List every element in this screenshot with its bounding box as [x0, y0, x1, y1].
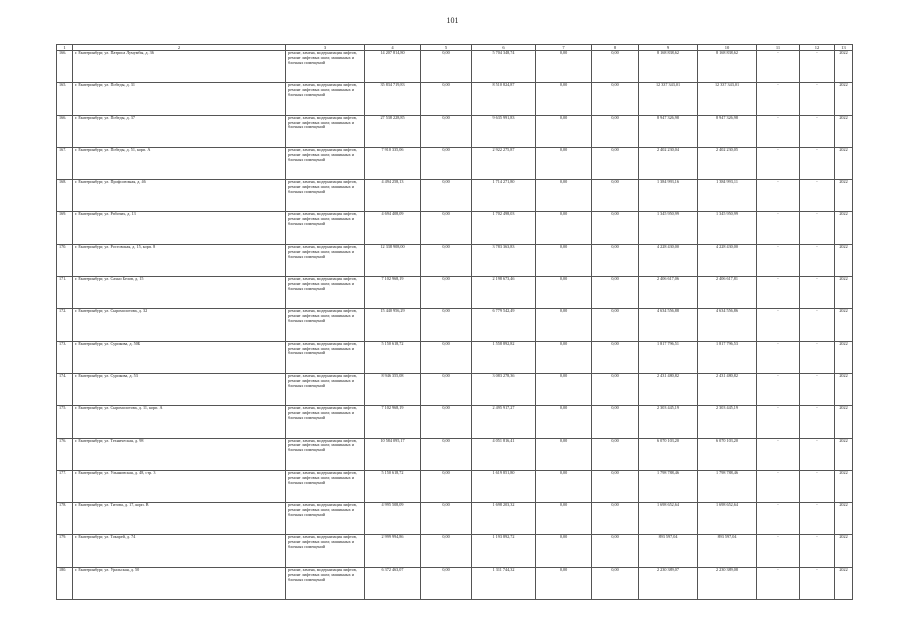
cell-col-9: 2 431 480,82: [639, 373, 698, 405]
cell-col-10: 1 345 950,99: [698, 212, 757, 244]
cell-address: г. Екатеринбург, ул. Победы, д. 31: [73, 83, 286, 115]
table-row: [57, 51, 853, 83]
cell-year: 2022: [835, 535, 853, 567]
cell-col-5: 0,00: [421, 567, 472, 599]
cell-col-6: 4 051 816,41: [472, 438, 536, 470]
cell-col-5: 0,00: [421, 535, 472, 567]
cell-total-cost: 12 338 908,00: [365, 244, 421, 276]
column-number-11: 11: [757, 45, 800, 51]
cell-row-number: 166.: [57, 115, 73, 147]
cell-col-11: -: [757, 406, 800, 438]
cell-col-8: 0,00: [592, 341, 639, 373]
cell-work-type: ремонт, замена, модернизация лифтов, ремонт лифтовых шахт, машинных и блочных помещений: [286, 406, 365, 438]
table-row: [57, 147, 853, 179]
cell-col-9: 1 817 796,51: [639, 341, 698, 373]
column-number-1: 1: [57, 45, 73, 51]
cell-col-5: 0,00: [421, 147, 472, 179]
cell-row-number: 169.: [57, 212, 73, 244]
cell-col-9: 2 406 617,06: [639, 277, 698, 309]
cell-col-9: 1 798 788,46: [639, 470, 698, 502]
cell-address: г. Екатеринбург, ул. Победы, д. 37: [73, 115, 286, 147]
cell-col-7: 0,00: [536, 567, 592, 599]
cell-col-10: 1 384 993,11: [698, 180, 757, 212]
cell-year: 2022: [835, 51, 853, 83]
cell-work-type: ремонт, замена, модернизация лифтов, ремонт лифтовых шахт, машинных и блочных помещений: [286, 115, 365, 147]
table-row: [57, 277, 853, 309]
cell-address: г. Екатеринбург, ул. Титова, д. 17, корп. В: [73, 503, 286, 535]
cell-col-11: -: [757, 212, 800, 244]
cell-row-number: 171.: [57, 277, 73, 309]
table-row: [57, 341, 853, 373]
cell-col-8: 0,00: [592, 244, 639, 276]
cell-col-6: 6 779 542,49: [472, 309, 536, 341]
cell-year: 2022: [835, 147, 853, 179]
cell-col-11: -: [757, 438, 800, 470]
cell-col-10: 1 698 652,64: [698, 503, 757, 535]
cell-total-cost: 7 102 968,19: [365, 277, 421, 309]
cell-col-7: 0,00: [536, 341, 592, 373]
cell-year: 2022: [835, 277, 853, 309]
cell-work-type: ремонт, замена, модернизация лифтов, ремонт лифтовых шахт, машинных и блочных помещений: [286, 277, 365, 309]
cell-col-5: 0,00: [421, 212, 472, 244]
cell-year: 2022: [835, 212, 853, 244]
cell-row-number: 178.: [57, 503, 73, 535]
cell-col-8: 0,00: [592, 503, 639, 535]
table-row: [57, 115, 853, 147]
cell-col-12: -: [800, 147, 835, 179]
column-number-8: 8: [592, 45, 639, 51]
cell-col-5: 0,00: [421, 373, 472, 405]
cell-col-9: 4 228 430,00: [639, 244, 698, 276]
cell-col-5: 0,00: [421, 309, 472, 341]
cell-col-12: -: [800, 535, 835, 567]
cell-col-11: -: [757, 147, 800, 179]
cell-col-10: 1 798 788,46: [698, 470, 757, 502]
cell-col-7: 0,00: [536, 277, 592, 309]
cell-col-7: 0,00: [536, 406, 592, 438]
cell-col-10: 8 168 838,62: [698, 51, 757, 83]
cell-year: 2022: [835, 567, 853, 599]
cell-col-6: 1 714 271,80: [472, 180, 536, 212]
cell-col-11: -: [757, 115, 800, 147]
cell-total-cost: 5 150 618,72: [365, 470, 421, 502]
cell-col-6: 2 495 917,27: [472, 406, 536, 438]
cell-total-cost: 14 207 814,80: [365, 51, 421, 83]
cell-col-8: 0,00: [592, 115, 639, 147]
cell-total-cost: 7 102 968,19: [365, 406, 421, 438]
table-row: [57, 567, 853, 599]
cell-col-6: 8 510 824,87: [472, 83, 536, 115]
cell-col-6: 5 704 348,74: [472, 51, 536, 83]
cell-col-8: 0,00: [592, 180, 639, 212]
cell-col-8: 0,00: [592, 212, 639, 244]
cell-col-10: 8 947 326,98: [698, 115, 757, 147]
column-number-12: 12: [800, 45, 835, 51]
table-row: [57, 406, 853, 438]
cell-col-11: -: [757, 244, 800, 276]
cell-col-6: 2 922 275,87: [472, 147, 536, 179]
cell-col-7: 0,00: [536, 535, 592, 567]
cell-col-9: 8 168 838,62: [639, 51, 698, 83]
cell-row-number: 172.: [57, 309, 73, 341]
cell-row-number: 173.: [57, 341, 73, 373]
cell-col-12: -: [800, 438, 835, 470]
cell-col-11: -: [757, 309, 800, 341]
cell-col-10: 893 597,04: [698, 535, 757, 567]
cell-col-6: 1 698 203,32: [472, 503, 536, 535]
cell-total-cost: 2 999 994,86: [365, 535, 421, 567]
cell-col-10: 2 431 480,82: [698, 373, 757, 405]
cell-col-10: 2 406 617,81: [698, 277, 757, 309]
cell-work-type: ремонт, замена, модернизация лифтов, ремонт лифтовых шахт, машинных и блочных помещений: [286, 567, 365, 599]
cell-total-cost: 6 372 463,07: [365, 567, 421, 599]
cell-address: г. Екатеринбург, ул. Сыромолотова, д. 11, корп. А: [73, 406, 286, 438]
cell-col-7: 0,00: [536, 212, 592, 244]
cell-year: 2022: [835, 115, 853, 147]
cell-col-8: 0,00: [592, 277, 639, 309]
cell-col-6: 3 783 363,83: [472, 244, 536, 276]
table-row: [57, 470, 853, 502]
cell-col-6: 2 198 673,46: [472, 277, 536, 309]
cell-col-12: -: [800, 503, 835, 535]
cell-work-type: ремонт, замена, модернизация лифтов, ремонт лифтовых шахт, машинных и блочных помещений: [286, 438, 365, 470]
cell-work-type: ремонт, замена, модернизация лифтов, ремонт лифтовых шахт, машинных и блочных помещений: [286, 51, 365, 83]
cell-total-cost: 35 834 719,83: [365, 83, 421, 115]
cell-col-11: -: [757, 503, 800, 535]
cell-col-5: 0,00: [421, 470, 472, 502]
table-row: [57, 503, 853, 535]
cell-work-type: ремонт, замена, модернизация лифтов, ремонт лифтовых шахт, машинных и блочных помещений: [286, 180, 365, 212]
cell-address: г. Екатеринбург, ул. Рабочих, д. 13: [73, 212, 286, 244]
cell-col-5: 0,00: [421, 180, 472, 212]
cell-work-type: ремонт, замена, модернизация лифтов, ремонт лифтовых шахт, машинных и блочных помещений: [286, 83, 365, 115]
cell-col-8: 0,00: [592, 83, 639, 115]
cell-col-12: -: [800, 567, 835, 599]
cell-col-9: 4 634 556,88: [639, 309, 698, 341]
cell-col-6: 1 702 498,03: [472, 212, 536, 244]
column-number-9: 9: [639, 45, 698, 51]
cell-total-cost: 27 538 228,85: [365, 115, 421, 147]
cell-address: г. Екатеринбург, ул. Ростовская, д. 15, корп. 8: [73, 244, 286, 276]
cell-row-number: 176.: [57, 438, 73, 470]
cell-col-12: -: [800, 406, 835, 438]
cell-col-7: 0,00: [536, 503, 592, 535]
cell-col-12: -: [800, 244, 835, 276]
cell-col-6: 3 083 278,36: [472, 373, 536, 405]
cell-total-cost: 7 910 335,06: [365, 147, 421, 179]
cell-col-6: 1 311 744,32: [472, 567, 536, 599]
cell-col-5: 0,00: [421, 115, 472, 147]
cell-col-8: 0,00: [592, 535, 639, 567]
cell-col-10: 2 230 389,08: [698, 567, 757, 599]
cell-year: 2022: [835, 341, 853, 373]
cell-row-number: 170.: [57, 244, 73, 276]
cell-col-8: 0,00: [592, 147, 639, 179]
cell-col-5: 0,00: [421, 341, 472, 373]
cell-col-5: 0,00: [421, 406, 472, 438]
table-row: [57, 309, 853, 341]
cell-col-12: -: [800, 373, 835, 405]
table-body: [57, 51, 853, 600]
cell-col-8: 0,00: [592, 567, 639, 599]
cell-year: 2022: [835, 244, 853, 276]
cell-col-7: 0,00: [536, 180, 592, 212]
table-row: [57, 180, 853, 212]
cell-col-5: 0,00: [421, 438, 472, 470]
cell-work-type: ремонт, замена, модернизация лифтов, ремонт лифтовых шахт, машинных и блочных помещений: [286, 503, 365, 535]
cell-address: г. Екатеринбург, ул. Сурикова, д. 53: [73, 373, 286, 405]
cell-col-8: 0,00: [592, 406, 639, 438]
cell-col-5: 0,00: [421, 51, 472, 83]
column-number-13: 13: [835, 45, 853, 51]
cell-col-5: 0,00: [421, 277, 472, 309]
cell-year: 2022: [835, 83, 853, 115]
cell-address: г. Екатеринбург, ул. Сурикова, д. 50Б: [73, 341, 286, 373]
cell-col-9: 2 402 230,04: [639, 147, 698, 179]
cell-col-5: 0,00: [421, 244, 472, 276]
cell-col-12: -: [800, 309, 835, 341]
cell-total-cost: 8 946 355,08: [365, 373, 421, 405]
cell-year: 2022: [835, 470, 853, 502]
cell-col-5: 0,00: [421, 503, 472, 535]
cell-total-cost: 10 584 095,17: [365, 438, 421, 470]
cell-work-type: ремонт, замена, модернизация лифтов, ремонт лифтовых шахт, машинных и блочных помещений: [286, 341, 365, 373]
cell-row-number: 180.: [57, 567, 73, 599]
cell-col-11: -: [757, 83, 800, 115]
cell-address: г. Екатеринбург, ул. Патриса Лумумбы, д. 36: [73, 51, 286, 83]
cell-year: 2022: [835, 309, 853, 341]
cell-address: г. Екатеринбург, ул. Токарей, д. 74: [73, 535, 286, 567]
column-number-10: 10: [698, 45, 757, 51]
cell-address: г. Екатеринбург, ул. Победы, д. 51, корп. А: [73, 147, 286, 179]
cell-col-11: -: [757, 470, 800, 502]
cell-col-12: -: [800, 277, 835, 309]
cell-col-12: -: [800, 180, 835, 212]
table-row: [57, 438, 853, 470]
cell-col-9: 2 230 389,07: [639, 567, 698, 599]
cell-col-8: 0,00: [592, 51, 639, 83]
cell-col-12: -: [800, 212, 835, 244]
cell-col-11: -: [757, 373, 800, 405]
cell-address: г. Екатеринбург, ул. Ульяновская, д. 48, стр. 3: [73, 470, 286, 502]
page-number: 101: [446, 16, 459, 25]
cell-row-number: 166.: [57, 51, 73, 83]
cell-address: г. Екатеринбург, ул. Уральская, д. 50: [73, 567, 286, 599]
cell-col-6: 1 619 851,80: [472, 470, 536, 502]
cell-row-number: 165.: [57, 83, 73, 115]
cell-col-9: 1 384 993,16: [639, 180, 698, 212]
cell-year: 2022: [835, 180, 853, 212]
table-row: [57, 373, 853, 405]
cell-address: г. Екатеринбург, ул. Техническая, д. 98: [73, 438, 286, 470]
cell-work-type: ремонт, замена, модернизация лифтов, ремонт лифтовых шахт, машинных и блочных помещений: [286, 244, 365, 276]
cell-col-7: 0,00: [536, 244, 592, 276]
cell-col-12: -: [800, 115, 835, 147]
cell-year: 2022: [835, 503, 853, 535]
cell-col-11: -: [757, 180, 800, 212]
cell-col-9: 6 070 103,20: [639, 438, 698, 470]
cell-col-6: 1 558 892,82: [472, 341, 536, 373]
cell-col-12: -: [800, 83, 835, 115]
cell-total-cost: 4 494 258,13: [365, 180, 421, 212]
cell-row-number: 174.: [57, 373, 73, 405]
table-row: [57, 83, 853, 115]
cell-col-10: 12 337 343,01: [698, 83, 757, 115]
cell-work-type: ремонт, замена, модернизация лифтов, ремонт лифтовых шахт, машинных и блочных помещений: [286, 470, 365, 502]
cell-year: 2022: [835, 406, 853, 438]
cell-total-cost: 4 694 408,09: [365, 212, 421, 244]
cell-total-cost: 15 440 956,29: [365, 309, 421, 341]
cell-address: г. Екатеринбург, ул. Сахно Белов, д. 15: [73, 277, 286, 309]
cell-year: 2022: [835, 438, 853, 470]
cell-col-5: 0,00: [421, 83, 472, 115]
cell-col-9: 1 345 950,99: [639, 212, 698, 244]
cell-col-10: 6 070 103,20: [698, 438, 757, 470]
column-number-6: 6: [472, 45, 536, 51]
cell-col-7: 0,00: [536, 115, 592, 147]
cell-col-7: 0,00: [536, 373, 592, 405]
cell-col-11: -: [757, 567, 800, 599]
cell-col-7: 0,00: [536, 83, 592, 115]
cell-address: г. Екатеринбург, ул. Сыромолотова, д. 32: [73, 309, 286, 341]
cell-total-cost: 5 150 618,72: [365, 341, 421, 373]
cell-col-10: 2 303 445,19: [698, 406, 757, 438]
column-number-7: 7: [536, 45, 592, 51]
cell-col-6: 1 193 892,72: [472, 535, 536, 567]
cell-col-10: 2 402 230,05: [698, 147, 757, 179]
cell-col-10: 4 228 430,00: [698, 244, 757, 276]
table-row: [57, 535, 853, 567]
cell-col-12: -: [800, 51, 835, 83]
cell-col-10: 1 817 796,53: [698, 341, 757, 373]
cell-col-8: 0,00: [592, 309, 639, 341]
cell-row-number: 175.: [57, 406, 73, 438]
cell-col-9: 12 337 343,01: [639, 83, 698, 115]
column-number-4: 4: [365, 45, 421, 51]
cell-col-8: 0,00: [592, 470, 639, 502]
cell-col-9: 893 597,04: [639, 535, 698, 567]
cell-col-11: -: [757, 341, 800, 373]
cell-col-7: 0,00: [536, 309, 592, 341]
cell-col-7: 0,00: [536, 470, 592, 502]
table-row: [57, 244, 853, 276]
cell-col-12: -: [800, 470, 835, 502]
column-number-5: 5: [421, 45, 472, 51]
cell-col-7: 0,00: [536, 438, 592, 470]
cell-total-cost: 4 995 508,09: [365, 503, 421, 535]
cell-col-11: -: [757, 535, 800, 567]
cell-row-number: 168.: [57, 180, 73, 212]
cell-col-9: 8 947 326,98: [639, 115, 698, 147]
cell-row-number: 177.: [57, 470, 73, 502]
cell-row-number: 179.: [57, 535, 73, 567]
cell-work-type: ремонт, замена, модернизация лифтов, ремонт лифтовых шахт, машинных и блочных помещений: [286, 535, 365, 567]
cell-col-9: 1 698 652,64: [639, 503, 698, 535]
cell-col-7: 0,00: [536, 147, 592, 179]
cell-col-11: -: [757, 51, 800, 83]
cell-col-8: 0,00: [592, 438, 639, 470]
cell-work-type: ремонт, замена, модернизация лифтов, ремонт лифтовых шахт, машинных и блочных помещений: [286, 373, 365, 405]
cell-work-type: ремонт, замена, модернизация лифтов, ремонт лифтовых шахт, машинных и блочных помещений: [286, 212, 365, 244]
cell-address: г. Екатеринбург, ул. Профсоюзная, д. 46: [73, 180, 286, 212]
table-row: [57, 212, 853, 244]
cell-col-9: 2 303 445,19: [639, 406, 698, 438]
cell-col-10: 4 634 556,86: [698, 309, 757, 341]
column-number-2: 2: [73, 45, 286, 51]
register-table: [56, 44, 853, 600]
cell-col-7: 0,00: [536, 51, 592, 83]
cell-col-8: 0,00: [592, 373, 639, 405]
cell-col-6: 9 635 991,83: [472, 115, 536, 147]
cell-work-type: ремонт, замена, модернизация лифтов, ремонт лифтовых шахт, машинных и блочных помещений: [286, 309, 365, 341]
cell-col-11: -: [757, 277, 800, 309]
cell-row-number: 167.: [57, 147, 73, 179]
column-number-3: 3: [286, 45, 365, 51]
cell-year: 2022: [835, 373, 853, 405]
cell-col-12: -: [800, 341, 835, 373]
cell-work-type: ремонт, замена, модернизация лифтов, ремонт лифтовых шахт, машинных и блочных помещений: [286, 147, 365, 179]
